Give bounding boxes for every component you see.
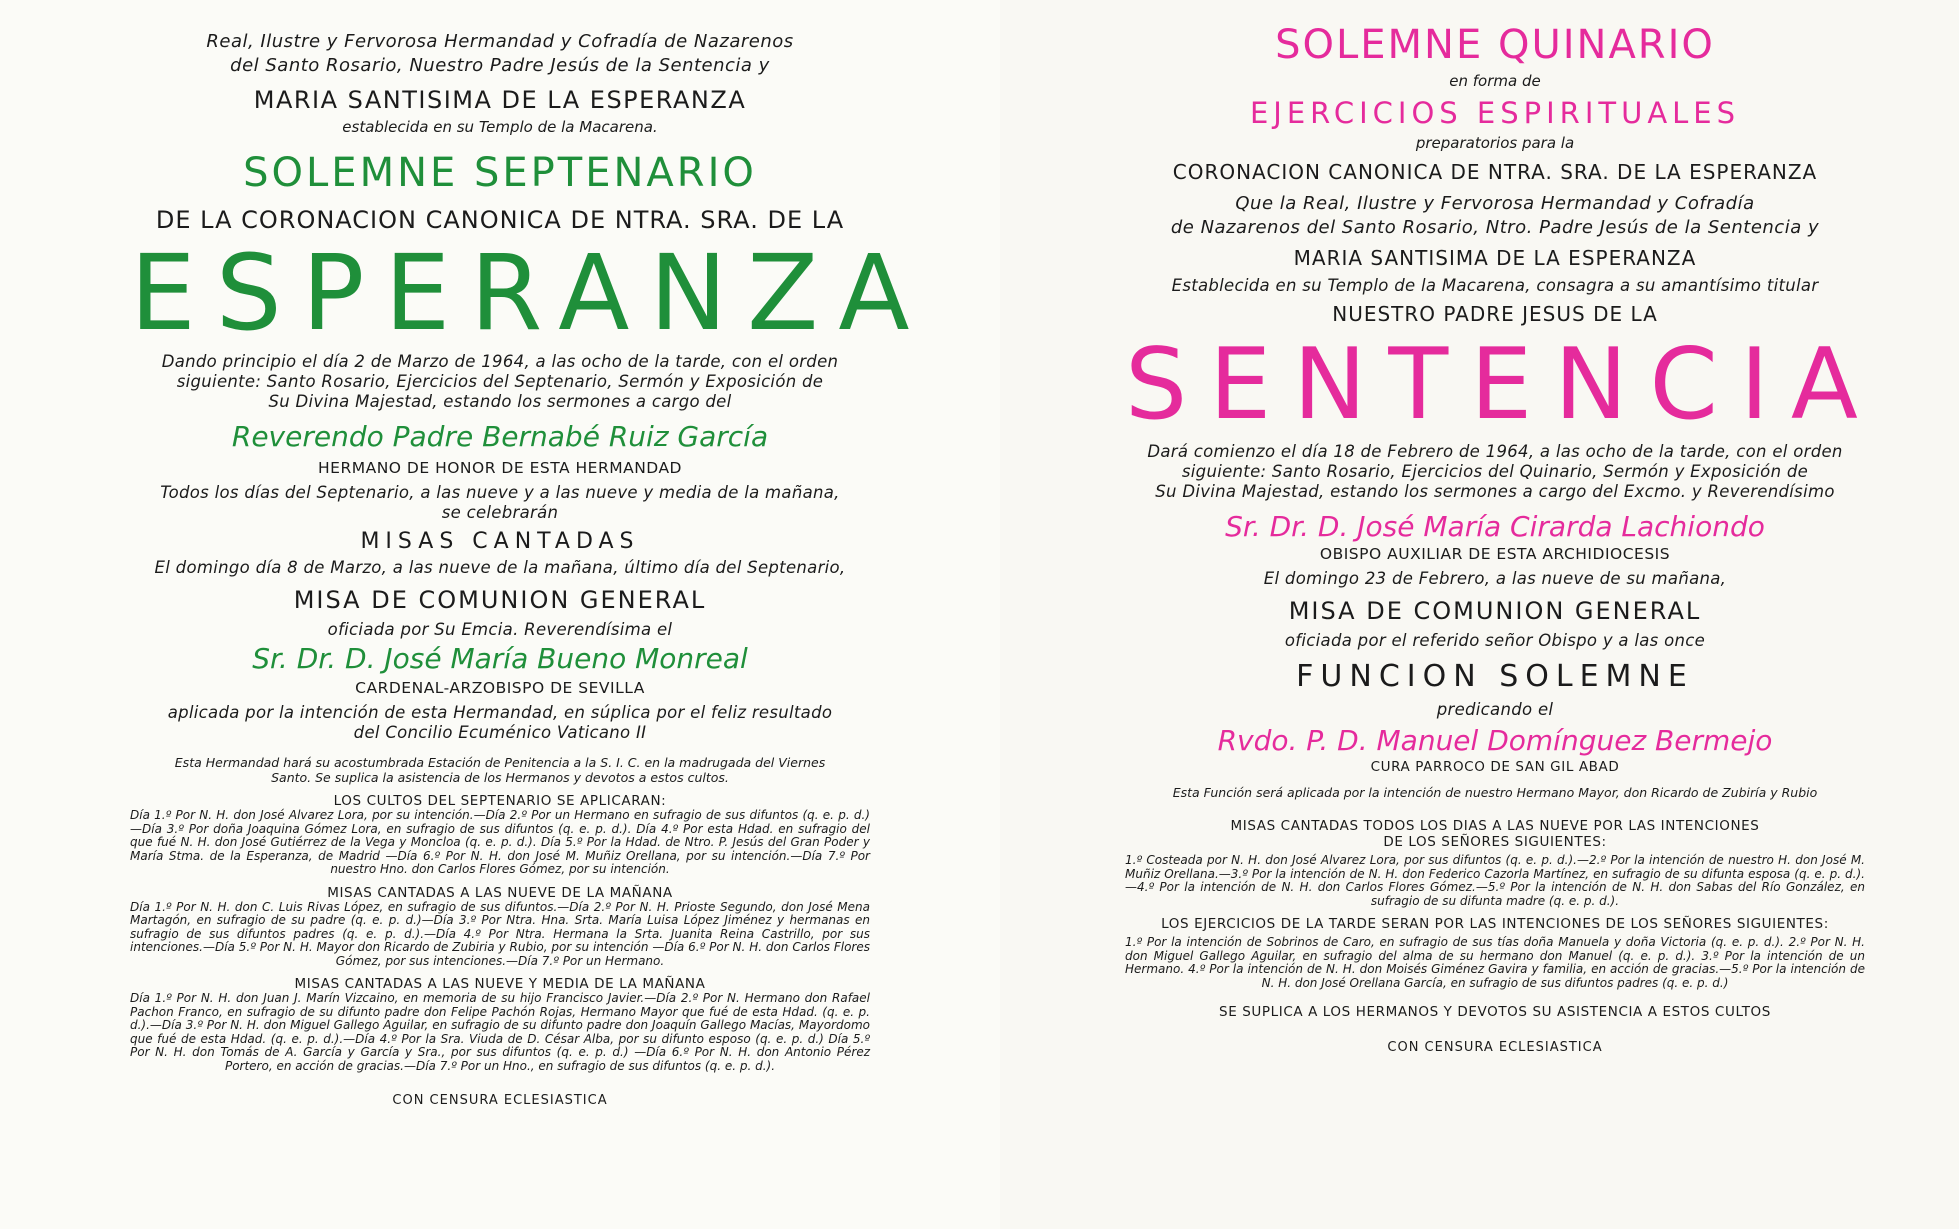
left-nueve-heading: MISAS CANTADAS A LAS NUEVE DE LA MAÑANA — [327, 884, 673, 901]
right-dara-line3: Su Divina Majestad, estando los sermones a cargo del Excmo. y Reverendísimo — [1155, 482, 1835, 501]
left-cardinal: Sr. Dr. D. José María Bueno Monreal — [252, 642, 748, 675]
left-aplicada-line2: del Concilio Ecuménico Vaticano II — [353, 723, 647, 742]
left-cultos-text: Día 1.º Por N. H. don José Alvarez Lora, por su intención.—Día 2.º Por un Hermano en sufragio de sus difuntos (q. e. p. d.)—Día 3.º Por doña Joaquina Gómez Lora, en sufragio de sus difuntos (q. e. p. d.). Día 4.º Por esta Hdad. en sufragio del que fué N. H. don José Gutiérrez de la Vega y Moncloa (q. e. p. d.). Día 5.º Por la Hdad. de Ntro. P. Jesús del Gran Poder y María Stma. de la Esperanza, de Madrid —Día 6.º Por N. H. don José M. Muñiz Orellana, por su intención.—Día 7.º Por nuestro Hno. don Carlos Flores Gómez, por su intención. — [130, 808, 870, 876]
right-que-line2: de Nazarenos del Santo Rosario, Ntro. Padre Jesús de la Sentencia y — [1170, 217, 1820, 238]
left-oficiada: oficiada por Su Emcia. Reverendísima el — [327, 620, 673, 639]
left-estacion-line2: Santo. Se suplica la asistencia de los Hermanos y devotos a estos cultos. — [271, 770, 729, 785]
right-title: SOLEMNE QUINARIO — [1275, 22, 1715, 68]
left-maria: MARIA SANTISIMA DE LA ESPERANZA — [253, 86, 747, 114]
right-coronacion: CORONACION CANONICA DE NTRA. SRA. DE LA ESPERANZA — [1172, 160, 1818, 184]
left-dando-line2: siguiente: Santo Rosario, Ejercicios del Septenario, Sermón y Exposición de — [176, 372, 824, 391]
left-censura: CON CENSURA ECLESIASTICA — [392, 1093, 608, 1108]
right-ejercicios-heading: LOS EJERCICIOS DE LA TARDE SERAN POR LAS INTENCIONES DE LOS SEÑORES SIGUIENTES: — [1161, 916, 1829, 932]
left-aplicada-line1: aplicada por la intención de esta Hermandad, en súplica por el feliz resultado — [167, 703, 833, 722]
left-preacher: Reverendo Padre Bernabé Ruiz García — [231, 420, 769, 453]
left-intro-line2: del Santo Rosario, Nuestro Padre Jesús de la Sentencia y — [230, 55, 770, 76]
right-esta-funcion: Esta Función será aplicada por la intención de nuestro Hermano Mayor, don Ricardo de Zubiría y Rubio — [1172, 785, 1818, 800]
left-preacher-title: HERMANO DE HONOR DE ESTA HERMANDAD — [318, 459, 682, 477]
left-cardinal-title: CARDENAL-ARZOBISPO DE SEVILLA — [355, 679, 645, 697]
left-column — [130, 30, 930, 1108]
right-big-word: SENTENCIA — [1125, 328, 1880, 442]
right-establecida: Establecida en su Templo de la Macarena, consagra a su amantísimo titular — [1171, 276, 1819, 295]
right-ejercicios-text: 1.º Por la intención de Sobrinos de Caro, en sufragio de sus tías doña Manuela y doña Victoria (q. e. p. d.). 2.º Por N. H. don Miguel Gallego Aguilar, en sufragio del alma de su hermano don Manuel (q. e. p. d.). 3.º Por la intención de un Hermano. 4.º Por la intención de N. H. don Moisés Giménez Gavira y familia, en acción de gracias.—5.º Por la intención de N. H. don José Orellana García, en sufragio de sus difuntos padres (q. e. p. d.) — [1125, 935, 1865, 990]
right-domingo: El domingo 23 de Febrero, a las nueve de su mañana, — [1263, 569, 1727, 588]
left-cultos-heading: LOS CULTOS DEL SEPTENARIO SE APLICARAN: — [333, 793, 667, 809]
right-preacher-title: OBISPO AUXILIAR DE ESTA ARCHIDIOCESIS — [1319, 545, 1671, 563]
left-misas-cantadas: MISAS CANTADAS — [360, 529, 640, 554]
right-preparatorios: preparatorios para la — [1415, 134, 1575, 152]
left-big-word: ESPERANZA — [130, 232, 930, 354]
right-column — [1125, 22, 1880, 1055]
left-establecida: establecida en su Templo de la Macarena. — [342, 118, 658, 136]
right-suplica: SE SUPLICA A LOS HERMANOS Y DEVOTOS SU ASISTENCIA A ESTOS CULTOS — [1219, 1004, 1771, 1020]
right-dara-line1: Dará comienzo el día 18 de Febrero de 1964, a las ocho de la tarde, con el orden — [1147, 442, 1843, 461]
right-misas-text: 1.º Costeada por N. H. don José Alvarez Lora, por sus difuntos (q. e. p. d.).—2.º Por la intención de nuestro H. don José M. Muñiz Orellana.—3.º Por la intención de N. H. don Federico Cazorla Martínez, en sufragio de su difunta esposa (q. e. p. d.).—4.º Por la intención de N. H. don Carlos Flores Gómez.—5.º Por la intención de N. H. don Sabas del Río González, en sufragio de su difunta madre (q. e. p. d.). — [1125, 853, 1865, 908]
left-dando-line3: Su Divina Majestad, estando los sermones a cargo del — [268, 392, 732, 411]
right-nuestro-padre: NUESTRO PADRE JESUS DE LA — [1332, 302, 1658, 326]
right-preacher: Sr. Dr. D. José María Cirarda Lachiondo — [1225, 510, 1765, 543]
right-dara-line2: siguiente: Santo Rosario, Ejercicios del Quinario, Sermón y Exposición de — [1181, 462, 1809, 481]
right-maria: MARIA SANTISIMA DE LA ESPERANZA — [1293, 246, 1697, 270]
right-misas-heading1: MISAS CANTADAS TODOS LOS DIAS A LAS NUEVE POR LAS INTENCIONES — [1230, 818, 1760, 834]
left-media-text: Día 1.º Por N. H. don Juan J. Marín Vizcaino, en memoria de su hijo Francisco Javier.—Día 2.º Por N. Hermano don Rafael Pachon Franco, en sufragio de su difunto padre don Felipe Pachón Rojas, Hermano Mayor que fué de esta Hdad. (q. e. p. d.).—Día 3.º Por N. H. don Miguel Gallego Aguilar, en sufragio de su difunto padre don Joaquín Gallego Macías, Mayordomo que fué de esta Hdad. (q. e. p. d.).—Día 4.º Por la Sra. Viuda de D. César Alba, por su difunto esposo (q. e. p. d.) Día 5.º Por N. H. don Tomás de A. García y García y Sra., por sus difuntos (q. e. p. d.) —Día 6.º Por N. H. don Antonio Pérez Portero, en acción de gracias.—Día 7.º Por un Hno., en sufragio de sus difuntos (q. e. p. d.). — [130, 991, 870, 1073]
left-nueve-text: Día 1.º Por N. H. don C. Luis Rivas López, en sufragio de sus difuntos.—Día 2.º Por N. H. Prioste Segundo, don José Mena Martagón, en sufragio de su padre (q. e. p. d.)—Día 3.º Por Ntra. Hna. Srta. María Luisa López Jiménez y hermanas en sufragio de sus difuntos padres (q. e. p. d.).—Día 4.º Por Ntra. Hermana la Srta. Juanita Reina Castrillo, por sus intenciones.—Día 5.º Por N. H. Mayor don Ricardo de Zubiria y Rubio, por su intención —Día 6.º Por N. H. don Carlos Flores Gómez, por sus intenciones.—Día 7.º Por un Hermano. — [130, 899, 870, 968]
right-rvdo: Rvdo. P. D. Manuel Domínguez Bermejo — [1217, 724, 1773, 757]
right-ejercicios: EJERCICIOS ESPIRITUALES — [1249, 96, 1741, 130]
right-misas-heading2: DE LOS SEÑORES SIGUIENTES: — [1383, 834, 1607, 850]
left-subtitle: DE LA CORONACION CANONICA DE NTRA. SRA. DE LA — [155, 206, 845, 234]
left-misa-comunion: MISA DE COMUNION GENERAL — [293, 586, 707, 614]
left-title: SOLEMNE SEPTENARIO — [243, 150, 757, 196]
left-dando-line1: Dando principio el día 2 de Marzo de 1964, a las ocho de la tarde, con el orden — [161, 352, 839, 371]
right-misa-comunion: MISA DE COMUNION GENERAL — [1288, 597, 1702, 625]
right-page — [1000, 0, 1959, 1229]
left-domingo: El domingo día 8 de Marzo, a las nueve de la mañana, último día del Septenario, — [154, 558, 846, 577]
left-media-heading: MISAS CANTADAS A LAS NUEVE Y MEDIA DE LA MAÑANA — [294, 976, 706, 992]
left-todos-line1: Todos los días del Septenario, a las nueve y a las nueve y media de la mañana, — [160, 483, 840, 502]
right-funcion: FUNCION SOLEMNE — [1296, 659, 1694, 694]
left-intro-line1: Real, Ilustre y Fervorosa Hermandad y Cofradía de Nazarenos — [206, 31, 794, 52]
left-estacion-line1: Esta Hermandad hará su acostumbrada Estación de Penitencia a la S. I. C. en la madrugada del Viernes — [174, 755, 826, 770]
right-en-forma: en forma de — [1449, 72, 1541, 90]
right-que-line1: Que la Real, Ilustre y Fervorosa Hermandad y Cofradía — [1235, 193, 1755, 214]
left-todos-line2: se celebrarán — [441, 503, 559, 522]
right-censura: CON CENSURA ECLESIASTICA — [1387, 1040, 1603, 1055]
right-oficiada: oficiada por el referido señor Obispo y a las once — [1284, 631, 1706, 650]
right-cura: CURA PARROCO DE SAN GIL ABAD — [1370, 759, 1620, 775]
right-predicando: predicando el — [1436, 700, 1554, 719]
